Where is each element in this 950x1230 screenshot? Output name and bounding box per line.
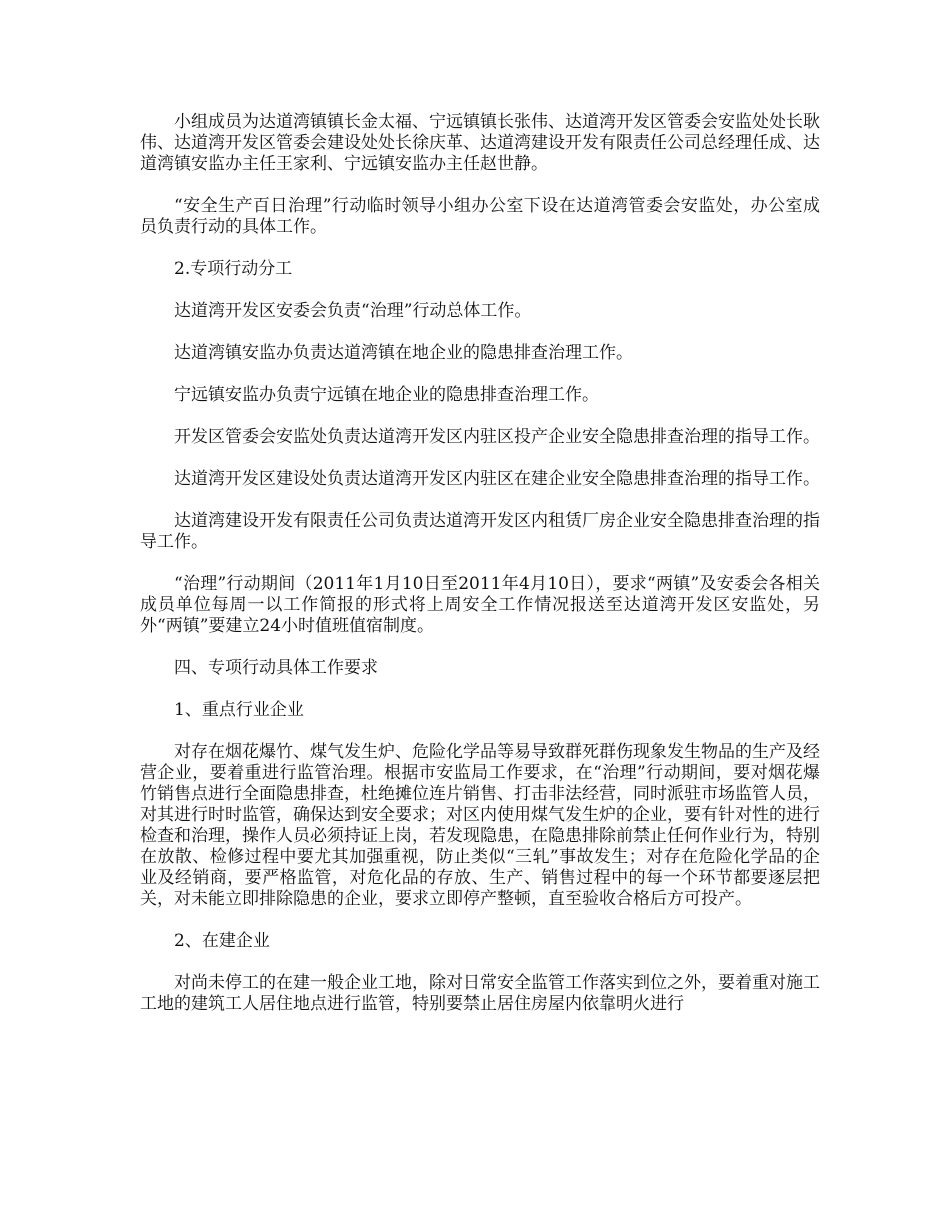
paragraph-duty-1: 达道湾开发区安委会负责“治理”行动总体工作。 <box>174 301 532 321</box>
paragraph-duty-5: 达道湾开发区建设处负责达道湾开发区内驻区在建企业安全隐患排查治理的指导工作。 <box>174 469 820 489</box>
paragraph-office: “安全生产百日治理”行动临时领导小组办公室下设在达道湾管委会安监处，办公室成员负责行动的具体工作。 <box>140 196 820 237</box>
paragraph-duty-3: 宁远镇安监办负责宁远镇在地企业的隐患排查治理工作。 <box>174 385 599 405</box>
paragraph-duty-4: 开发区管委会安监处负责达道湾开发区内驻区投产企业安全隐患排查治理的指导工作。 <box>174 427 820 447</box>
paragraph-duty-6: 达道湾建设开发有限责任公司负责达道湾开发区内租赁厂房企业安全隐患排查治理的指导工作。 <box>140 511 820 552</box>
section-heading-requirements: 四、专项行动具体工作要求 <box>174 658 378 678</box>
paragraph-construction: 对尚未停工的在建一般企业工地，除对日常安全监管工作落实到位之外，要着重对施工工地的建筑工人居住地点进行监管，特别要禁止居住房屋内依靠明火进行 <box>140 973 820 1014</box>
subheading-key-industries: 1、重点行业企业 <box>174 700 304 720</box>
document-body <box>140 112 820 1036</box>
paragraph-key-industries: 对存在烟花爆竹、煤气发生炉、危险化学品等易导致群死群伤现象发生物品的生产及经营企业，要着重进行监管治理。根据市安监局工作要求，在“治理”行动期间，要对烟花爆竹销售点进行全面隐患排查，杜绝摊位连片销售、打击非法经营，同时派驻市场监管人员，对其进行时时监管，确保达到安全要求；对区内使用煤气发生炉的企业，要有针对性的进行检查和治理，操作人员必须持证上岗，若发现隐患，在隐患排除前禁止任何作业行为，特别在放散、检修过程中要尤其加强重视，防止类似“三轧”事故发生；对存在危险化学品的企业及经销商，要严格监管，对危化品的存放、生产、销售过程中的每一个环节都要逐层把关，对未能立即排除隐患的企业，要求立即停产整顿，直至验收合格后方可投产。 <box>140 742 820 909</box>
subheading-construction: 2、在建企业 <box>174 931 270 951</box>
paragraph-duty-2: 达道湾镇安监办负责达道湾镇在地企业的隐患排查治理工作。 <box>174 343 633 363</box>
paragraph-members: 小组成员为达道湾镇镇长金太福、宁远镇镇长张伟、达道湾开发区管委会安监处处长耿伟、达道湾开发区管委会建设处处长徐庆革、达道湾建设开发有限责任公司总经理任成、达道湾镇安监办主任王家利、宁远镇安监办主任赵世静。 <box>140 112 820 174</box>
paragraph-period: “治理”行动期间（2011年1月10日至2011年4月10日），要求“两镇”及安委会各相关成员单位每周一以工作简报的形式将上周安全工作情况报送至达道湾开发区安监处，另外“两镇”要建立24小时值班值宿制度。 <box>140 574 820 636</box>
section-heading-division: 2.专项行动分工 <box>174 259 293 279</box>
